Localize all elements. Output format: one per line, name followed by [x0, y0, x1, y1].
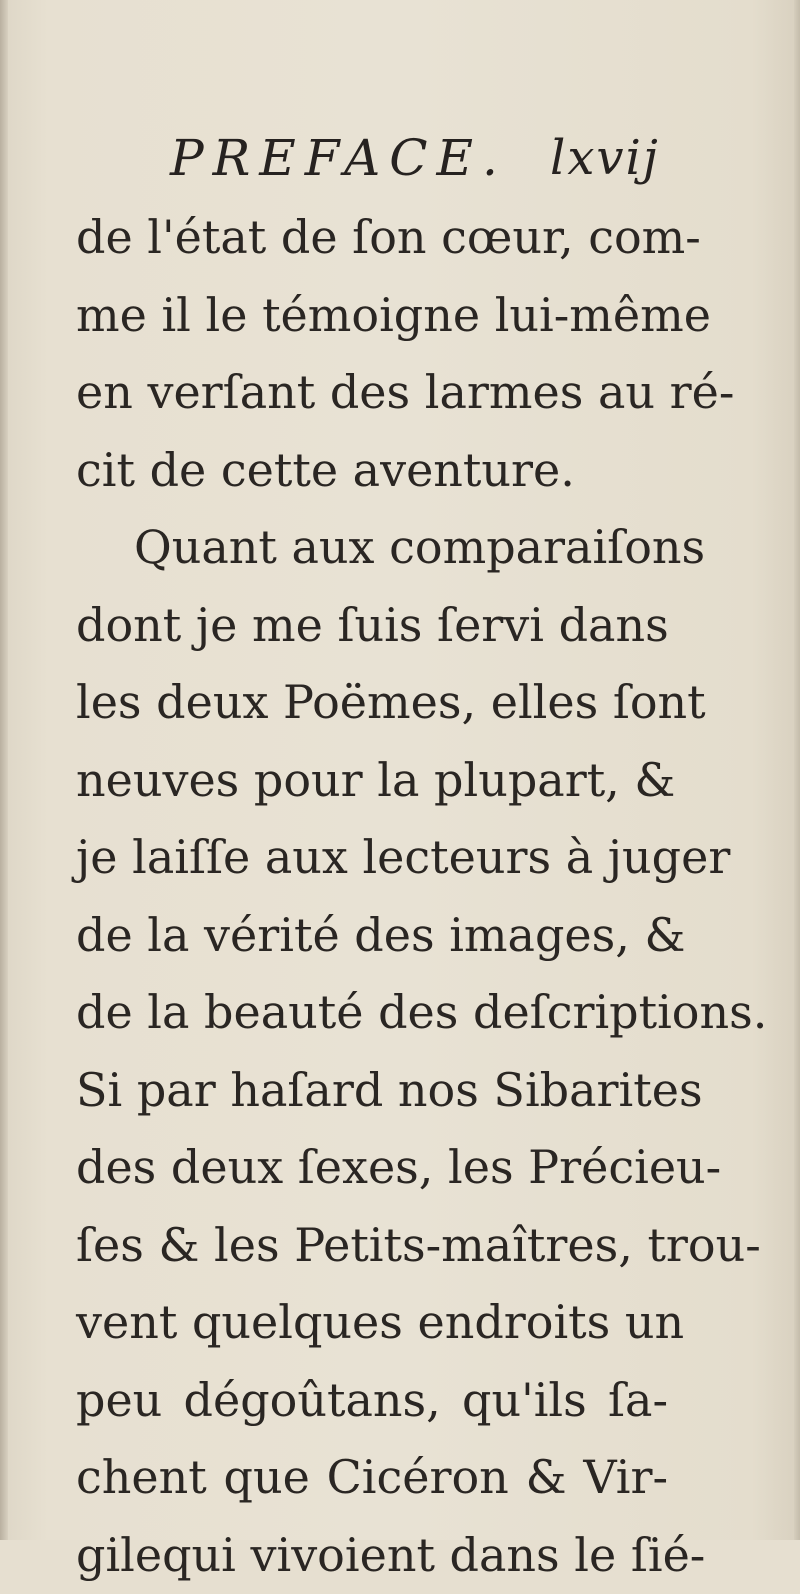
text-line: dont je me ſuis ſervi dans	[76, 587, 668, 665]
page-header	[170, 128, 730, 198]
text-line: me il le témoigne lui-même	[76, 277, 668, 355]
paragraph-start-line: Quant aux comparaiſons	[76, 509, 668, 587]
running-title: PREFACE.	[170, 128, 507, 188]
text-line: peu dégoûtans, qu'ils ſa-	[76, 1362, 668, 1440]
text-line: je laiſſe aux lecteurs à juger	[76, 819, 668, 897]
page-number: lxvij	[550, 128, 660, 188]
text-line: vent quelques endroits un	[76, 1284, 668, 1362]
text-line: cit de cette aventure.	[76, 432, 668, 510]
text-line: de la beauté des deſcriptions.	[76, 974, 668, 1052]
text-line: de la vérité des images, &	[76, 897, 668, 975]
text-line: en verſant des larmes au ré-	[76, 354, 668, 432]
text-line: neuves pour la plupart, &	[76, 742, 668, 820]
text-line: gilequi vivoient dans le ſié-	[76, 1517, 668, 1594]
text-line: les deux Poëmes, elles ſont	[76, 664, 668, 742]
text-line: de l'état de ſon cœur, com-	[76, 199, 668, 277]
page-outer-edge	[794, 0, 800, 1540]
text-line: chent que Cicéron & Vir-	[76, 1439, 668, 1517]
body-text	[76, 199, 668, 1594]
text-line: ſes & les Petits-maîtres, trou-	[76, 1207, 668, 1285]
text-line: Si par haſard nos Sibarites	[76, 1052, 668, 1130]
page-binding-edge	[0, 0, 8, 1540]
text-line: des deux ſexes, les Précieu-	[76, 1129, 668, 1207]
